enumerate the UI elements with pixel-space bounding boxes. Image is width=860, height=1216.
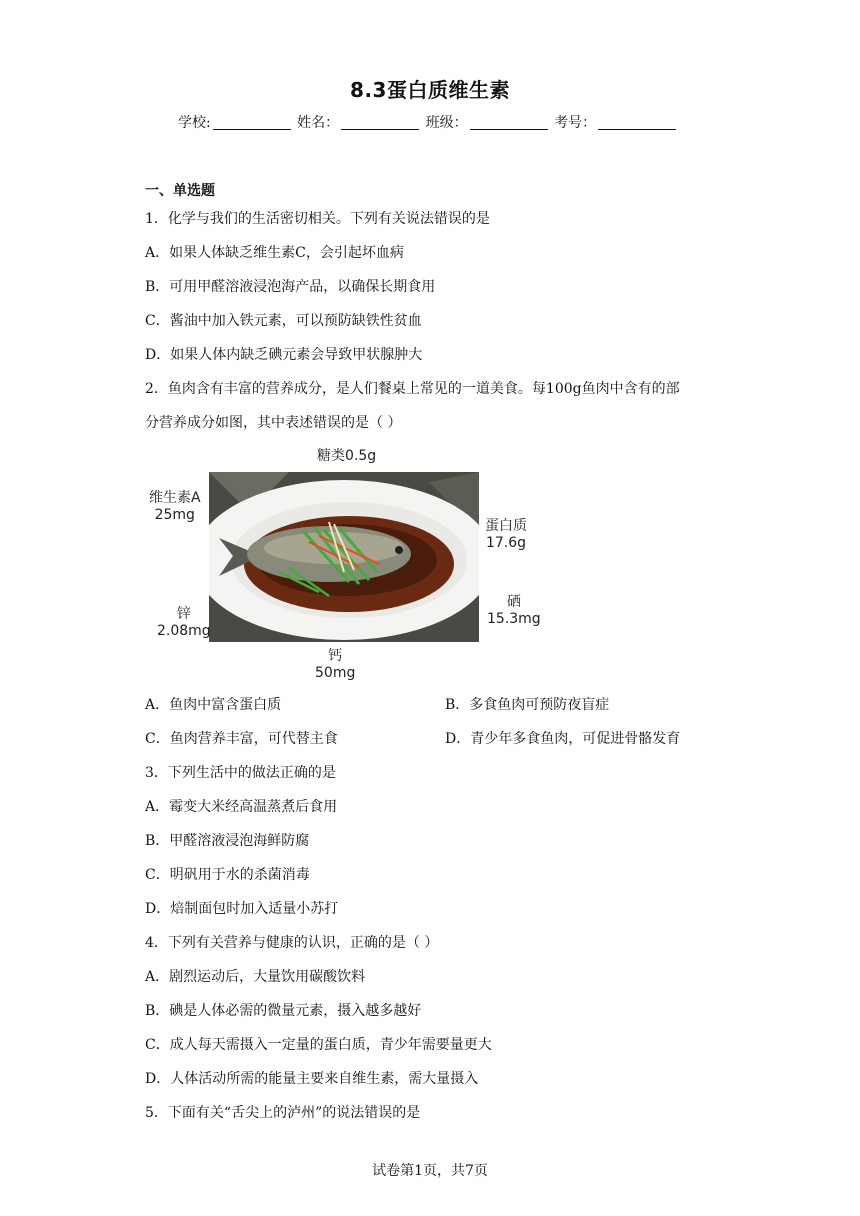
q1-option-c: C．酱油中加入铁元素，可以预防缺铁性贫血 (145, 313, 422, 329)
protein-value: 17.6g (485, 535, 527, 551)
vitamin-a-value: 25mg (154, 507, 195, 523)
q1-option-a: A．如果人体缺乏维生素C，会引起坏血病 (145, 245, 404, 261)
q4-stem: 4．下列有关营养与健康的认识，正确的是（ ） (145, 935, 439, 951)
page-footer: 试卷第1页，共7页 (372, 1163, 488, 1179)
class-blank (470, 115, 548, 130)
vitamin-a-name: 维生素A (149, 490, 201, 506)
q1-stem: 1．化学与我们的生活密切相关。下列有关说法错误的是 (145, 211, 490, 227)
q4-option-c: C．成人每天需摄入一定量的蛋白质，青少年需要量更大 (145, 1037, 492, 1053)
school-label: 学校: (178, 115, 211, 131)
q4-option-d: D．人体活动所需的能量主要来自维生素，需大量摄入 (145, 1071, 479, 1087)
q3-option-d: D．焙制面包时加入适量小苏打 (145, 901, 339, 917)
section-heading: 一、单选题 (145, 183, 215, 199)
q1-option-b: B．可用甲醛溶液浸泡海产品，以确保长期食用 (145, 279, 436, 295)
q2-option-c: C．鱼肉营养丰富，可代替主食 (145, 731, 338, 747)
sugar-value: 0.5g (345, 448, 377, 464)
selenium-label (487, 594, 541, 628)
q1-option-d: D．如果人体内缺乏碘元素会导致甲状腺肿大 (145, 347, 423, 363)
q2-option-a: A．鱼肉中富含蛋白质 (145, 697, 282, 713)
steamed-fish-photo (209, 472, 479, 642)
q4-option-b: B．碘是人体必需的微量元素，摄入越多越好 (145, 1003, 422, 1019)
fish-nutrition-figure (145, 440, 545, 685)
exam-number-blank (598, 115, 676, 130)
q3-option-c: C．明矾用于水的杀菌消毒 (145, 867, 310, 883)
q2-stem-line2: 分营养成分如图，其中表述错误的是（ ） (145, 415, 402, 431)
calcium-value: 50mg (315, 665, 356, 681)
zinc-label (157, 606, 211, 640)
class-label: 班级： (425, 115, 468, 131)
calcium-label (315, 648, 355, 682)
q2-option-b: B．多食鱼肉可预防夜盲症 (445, 697, 610, 713)
q5-stem: 5．下面有关“舌尖上的泸州”的说法错误的是 (145, 1105, 421, 1121)
q3-option-a: A．霉变大米经高温蒸煮后食用 (145, 799, 338, 815)
selenium-value: 15.3mg (487, 611, 541, 627)
zinc-name: 锌 (176, 606, 191, 622)
school-blank (213, 115, 291, 130)
q2-option-d: D．青少年多食鱼肉，可促进骨骼发育 (445, 731, 681, 747)
steamed-fish-illustration (209, 472, 479, 642)
q3-stem: 3．下列生活中的做法正确的是 (145, 765, 336, 781)
name-label: 姓名： (297, 115, 340, 131)
page-title: 8.3蛋白质维生素 (350, 78, 510, 102)
q2-stem-line1: 2．鱼肉含有丰富的营养成分，是人们餐桌上常见的一道美食。每100g鱼肉中含有的部 (145, 381, 680, 397)
selenium-name: 硒 (506, 594, 521, 610)
name-blank (341, 115, 419, 130)
q3-option-b: B．甲醛溶液浸泡海鲜防腐 (145, 833, 310, 849)
protein-name: 蛋白质 (485, 518, 527, 534)
student-info-line (178, 112, 678, 132)
sugar-name: 糖类 (317, 448, 345, 464)
q4-option-a: A．剧烈运动后，大量饮用碳酸饮料 (145, 969, 366, 985)
calcium-name: 钙 (328, 648, 343, 664)
vitamin-a-label (149, 490, 201, 524)
sugar-label (317, 448, 376, 465)
protein-label (485, 518, 527, 552)
zinc-value: 2.08mg (157, 623, 211, 639)
exam-number-label: 考号： (554, 115, 597, 131)
